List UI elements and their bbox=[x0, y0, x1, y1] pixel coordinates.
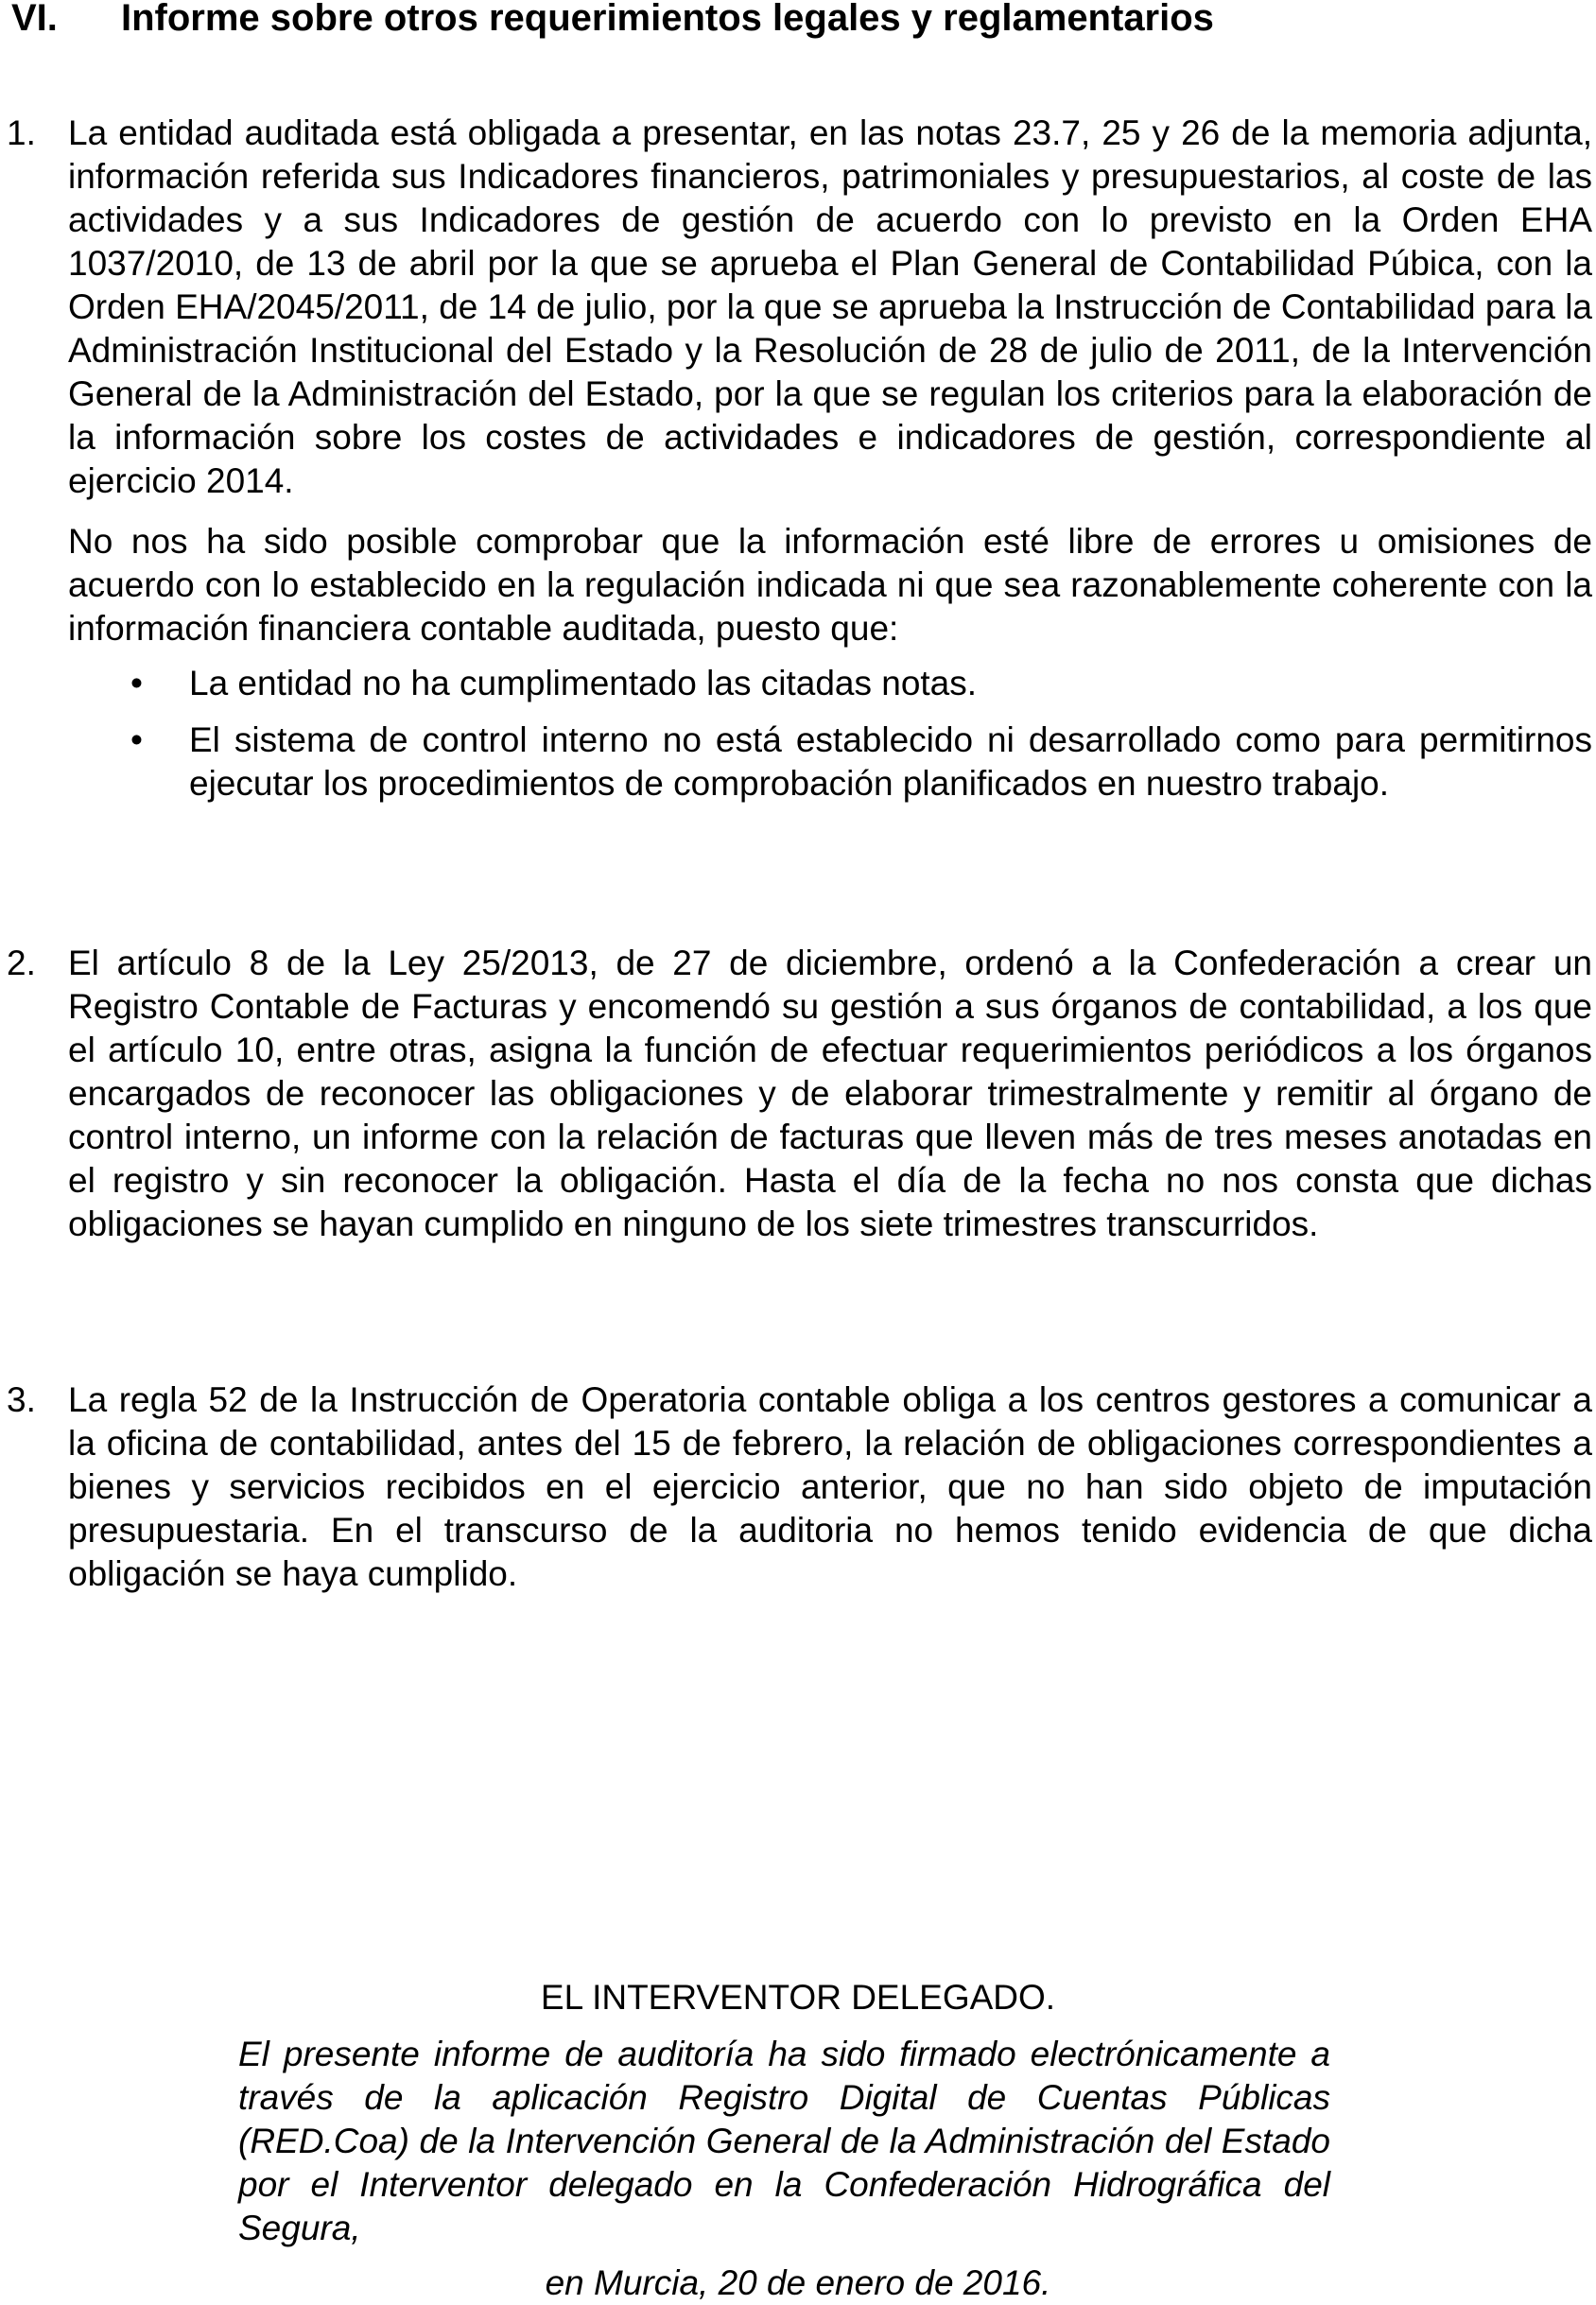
electronic-signature-note bbox=[238, 2033, 1330, 2250]
item-paragraph: La regla 52 de la Instrucción de Operatoria contable obliga a los centros gestores a comunicar a la oficina de contabilidad, antes del 15 de febrero, la relación de obligaciones correspondientes a bienes y servicios recibidos en el ejercicio anterior, que no han sido objeto de imputación presupuestaria. En el transcurso de la auditoria no hemos tenido evidencia de que dicha obligación se haya cumplido. bbox=[68, 1380, 1592, 1593]
bullet-list bbox=[130, 662, 1592, 819]
bullet-icon: • bbox=[130, 664, 143, 702]
bullet-text: La entidad no ha cumplimentado las citadas notas. bbox=[189, 664, 978, 702]
bullet-text: El sistema de control interno no está establecido ni desarrollado como para permitirnos ejecutar los procedimientos de comprobación planificados en nuestro trabajo. bbox=[189, 720, 1592, 803]
item-paragraph: El artículo 8 de la Ley 25/2013, de 27 de diciembre, ordenó a la Confederación a crear un Registro Contable de Facturas y encomendó su gestión a sus órganos de contabilidad, a los que el artículo 10, entre otras, asigna la función de efectuar requerimientos periódicos a los órganos encargados de reconocer las obligaciones y de elaborar trimestralmente y remitir al órgano de control interno, un informe con la relación de facturas que lleven más de tres meses anotadas en el registro y sin reconocer la obligación. Hasta el día de la fecha no nos consta que dichas obligaciones se hayan cumplido en ninguno de los siete trimestres transcurridos. bbox=[68, 944, 1592, 1243]
bullet-item bbox=[130, 662, 1592, 705]
item-number: 3. bbox=[7, 1380, 36, 1419]
numbered-item-1 bbox=[7, 112, 1592, 503]
numbered-item-3 bbox=[7, 1378, 1592, 1596]
item-number: 2. bbox=[7, 944, 36, 982]
place-and-date: en Murcia, 20 de enero de 2016. bbox=[545, 2263, 1051, 2302]
signer-title: EL INTERVENTOR DELEGADO. bbox=[540, 1978, 1056, 2017]
bullet-icon: • bbox=[130, 720, 143, 759]
item-1-followup bbox=[68, 520, 1592, 650]
followup-paragraph: No nos ha sido posible comprobar que la información esté libre de errores u omisiones de acuerdo con lo establecido en la regulación indicada ni que sea razonablemente coherente con la información financiera contable auditada, puesto que: bbox=[68, 522, 1592, 648]
section-title: Informe sobre otros requerimientos legales y reglamentarios bbox=[121, 0, 1214, 39]
section-heading bbox=[11, 0, 1214, 42]
section-number: VI. bbox=[11, 0, 58, 39]
item-number: 1. bbox=[7, 113, 36, 152]
bullet-item bbox=[130, 719, 1592, 806]
numbered-item-2 bbox=[7, 942, 1592, 1246]
signature-note-text: El presente informe de auditoría ha sido firmado electrónicamente a través de la aplicación Registro Digital de Cuentas Públicas (RED.Coa) de la Intervención General de la Administración del Estado por el Interventor delegado en la Confederación Hidrográfica del Segura, bbox=[238, 2035, 1330, 2247]
item-paragraph: La entidad auditada está obligada a presentar, en las notas 23.7, 25 y 26 de la memoria adjunta, información referida sus Indicadores financieros, patrimoniales y presupuestarios, al coste de las actividades y a sus Indicadores de gestión de acuerdo con lo previsto en la Orden EHA 1037/2010, de 13 de abril por la que se aprueba el Plan General de Contabilidad Púbica, con la Orden EHA/2045/2011, de 14 de julio, por la que se aprueba la Instrucción de Contabilidad para la Administración Institucional del Estado y la Resolución de 28 de julio de 2011, de la Intervención General de la Administración del Estado, por la que se regulan los criterios para la elaboración de la información sobre los costes de actividades e indicadores de gestión, correspondiente al ejercicio 2014. bbox=[68, 113, 1592, 500]
